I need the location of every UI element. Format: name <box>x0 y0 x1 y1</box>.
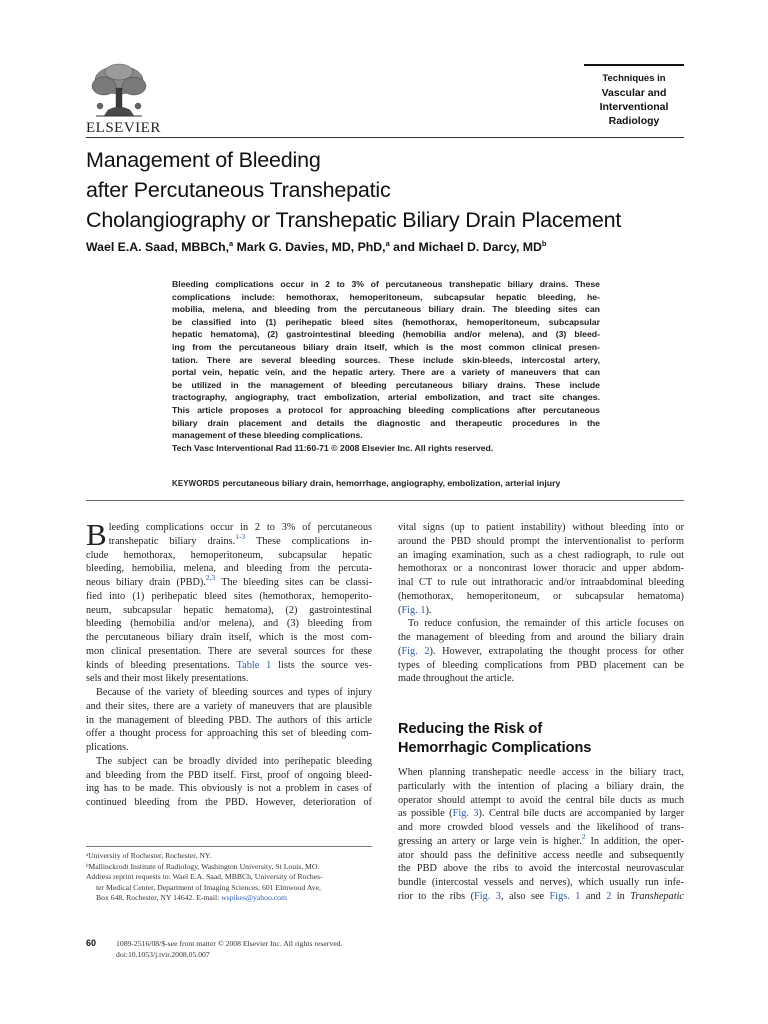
tree-emblem-icon <box>86 62 152 120</box>
figure-2-link[interactable]: 2 <box>606 890 612 902</box>
body-line: mon clinical presentation. There are several sources for these <box>86 645 372 657</box>
abstract-line: This article proposes a protocol for approaching bleeding complications after percutaneous <box>172 404 600 415</box>
body-line <box>86 573 372 590</box>
body-line: (Fig. 2). However, extrapolating the thought process for other <box>398 645 684 657</box>
reprint-address: Address reprint requests to: Wael E.A. Saad, MBBCh, University of Roches- <box>86 872 323 882</box>
abstract-line: management of these bleeding complications. <box>172 430 363 441</box>
abstract-line: Bleeding complications occur in 2 to 3% of percutaneous transhepatic biliary drains. These <box>172 279 600 289</box>
article-title <box>86 145 706 235</box>
body-line: To reduce confusion, the remainder of this article focuses on <box>408 618 684 630</box>
body-line: leeding complications occur in 2 to 3% of percutaneous <box>108 522 372 533</box>
body-line: clude hemothorax, hemoperitoneum, subcapsular hepatic <box>86 549 372 561</box>
body-line: made throughout the article. <box>398 673 515 685</box>
section-body <box>398 766 684 904</box>
email-link[interactable]: wspikes@yahoo.com <box>221 893 287 903</box>
publisher-logo <box>86 62 161 137</box>
body-line: bundle (intercostal vessels and nerves), which usually run infe- <box>398 877 684 888</box>
body-line: continued bleeding from the PBD. However, deterioration of <box>86 797 372 808</box>
abstract-line: tractography, angiography, tract embolization, arterial embolization, and tract site changes. <box>172 392 600 403</box>
body-line <box>398 831 684 849</box>
body-text: lists the source ves- <box>271 659 372 671</box>
body-line: vital signs (up to patient instability) without bleeding into or <box>398 522 684 533</box>
doi-line: doi:10.1053/j.tvir.2008.05.007 <box>116 950 210 959</box>
body-line: and bleeding from the PBD itself. First, proof of ongoing bleed- <box>86 769 372 781</box>
body-text: The bleeding sites can be classi- <box>215 577 372 588</box>
body-line: ator should pass the definitive access needle and subsequently <box>398 849 684 861</box>
body-line: The subject can be broadly divided into perihepatic bleeding <box>96 755 372 767</box>
body-line: bleeding, hemobilia, melena, and bleeding from the percuta- <box>86 563 372 575</box>
abstract-line: hepatic hematoma), (2) gastrointestinal bleeding (hemobilia and/or melena), and (3) bleed- <box>172 329 600 340</box>
body-text: as possible ( <box>398 808 453 820</box>
body-line: and their sites, there are a variety of maneuvers that are plausible <box>86 700 372 712</box>
footnote-divider <box>86 846 372 847</box>
left-column <box>86 517 372 810</box>
body-line: hemothorax or a noncontrast lower thoracic and upper abdom- <box>398 563 684 575</box>
body-line: particularly with the intention of placing a biliary drain, the <box>398 780 684 792</box>
body-line: ing has to be made. This obviously is not a problem in cases of <box>86 783 372 795</box>
body-line: fied into (1) perihepatic bleed sites (hemothorax, hemoperito- <box>86 590 372 602</box>
citation-ref[interactable]: 2,3 <box>205 573 216 582</box>
body-text: transhepatic biliary drains. <box>108 535 236 547</box>
body-text: ). Central bile ducts are accompanied by larger <box>478 808 684 820</box>
title-line-1: Management of Bleeding <box>86 148 321 172</box>
body-line <box>398 807 684 821</box>
keywords-text: percutaneous biliary drain, hemorrhage, angiography, embolization, arterial injury <box>222 478 561 488</box>
body-line: (Fig. 1). <box>398 604 432 616</box>
body-text: kinds of bleeding presentations. <box>86 659 237 671</box>
journal-line-3: Radiology <box>608 115 660 127</box>
body-line: the PBD above the ribs to avoid the intercostal neurovascular <box>398 863 684 875</box>
journal-line-0: Techniques in <box>602 73 666 84</box>
body-text: ). However, extrapolating the thought process for other <box>429 645 684 657</box>
affiliation-a: ᵃUniversity of Rochester, Rochester, NY. <box>86 851 212 860</box>
body-line: the percutaneous biliary drain itself, which is the most com- <box>86 632 372 643</box>
body-line: (hemothorax, hemoperitoneum, or subcapsular hematoma) <box>398 590 684 602</box>
title-line-3: Cholangiography or Transhepatic Biliary Drain Placement <box>86 208 622 232</box>
abstract-line: mobilia, melena, and bleeding from the percutaneous biliary drain. The bleeding sites can <box>172 304 600 315</box>
citation-ref[interactable]: 1-3 <box>235 531 246 541</box>
author-3-affil: b <box>541 239 547 248</box>
author-1-affil: a <box>229 239 234 248</box>
body-text-italic: Transhepatic <box>630 890 684 902</box>
body-line: operator should attempt to avoid the central bile ducts as much <box>398 794 684 806</box>
keywords-label: KEYWORDS <box>172 479 220 488</box>
table-1-link[interactable]: Table 1 <box>236 659 272 671</box>
body-text: neous biliary drain (PBD). <box>86 577 206 588</box>
body-line: and more crowded blood vessels and the likelihood of trans- <box>398 822 684 833</box>
section-heading-line-1: Reducing the Risk of <box>398 721 543 737</box>
body-line: in the management of bleeding PBD. The authors of this article <box>86 714 372 726</box>
copyright-footer <box>116 938 342 960</box>
abstract-line: complications include: hemothorax, hemoperitoneum, subcapsular hepatic bleeding, he- <box>172 291 600 302</box>
header-divider <box>86 137 684 138</box>
footnotes <box>86 851 386 904</box>
body-line: plications. <box>86 742 129 753</box>
page-number: 60 <box>86 938 97 948</box>
right-column <box>398 521 684 686</box>
author-3: and Michael D. Darcy, MD <box>389 240 542 254</box>
issn-line: 1089-2516/08/$-see front matter © 2008 Elsevier Inc. All rights reserved. <box>116 939 343 948</box>
body-line <box>398 890 684 904</box>
body-text: gressing an artery or large vein is higher. <box>398 835 582 847</box>
body-line: around the PBD should prompt the interventionalist to perform <box>398 535 684 547</box>
abstract-divider <box>86 500 684 501</box>
section-heading <box>398 720 684 758</box>
author-list <box>86 240 706 254</box>
body-line: sels and their most likely presentations. <box>86 673 249 685</box>
abstract-line: be classified into (1) perihepatic bleed sites (hemothorax, hemoperitoneum, subcapsular <box>172 316 600 327</box>
drop-cap: B <box>86 517 107 552</box>
section-heading-line-2: Hemorrhagic Complications <box>398 740 592 756</box>
publisher-name: ELSEVIER <box>86 120 161 136</box>
body-text: ). <box>425 604 432 616</box>
body-text: rior to the ribs ( <box>398 890 475 902</box>
body-text: in <box>611 890 631 902</box>
body-line: types of bleeding complications from PBD placement can be <box>398 659 684 671</box>
body-line: When planning transhepatic needle access in the biliary tract, <box>398 767 684 778</box>
title-line-2: after Percutaneous Transhepatic <box>86 178 391 202</box>
abstract <box>172 278 600 454</box>
body-line: the management of bleeding from and around the biliary drain <box>398 632 684 643</box>
body-line <box>86 659 372 673</box>
abstract-line: tation. There are several bleeding sources. These include skin-bleeds, intercostal artery, <box>172 354 600 365</box>
citation-ref[interactable]: 2 <box>581 831 586 841</box>
body-text: and <box>580 890 607 902</box>
body-line: neum, subcapsular hepatic hematoma), (2) gastrointestinal <box>86 604 372 616</box>
figure-2-link[interactable]: Fig. 2 <box>401 645 430 657</box>
author-2-affil: a <box>385 239 390 248</box>
reprint-address-text: Box 648, Rochester, NY 14642. E-mail: <box>96 893 222 903</box>
abstract-line: biliary drain placement and details the diagnostic and therapeutic procedures in the <box>172 417 600 428</box>
reprint-address <box>86 893 386 904</box>
keywords <box>172 478 600 488</box>
reprint-address: ter Medical Center, Department of Imaging Sciences, 601 Elmwood Ave, <box>96 882 321 892</box>
body-line: Because of the variety of bleeding sources and types of injury <box>96 687 372 698</box>
abstract-line: portal vein, hepatic vein, and the hepatic artery. There are a variety of maneuvers that can <box>172 367 600 378</box>
figures-1-link[interactable]: Figs. 1 <box>549 890 581 902</box>
abstract-line: ing from the percutaneous biliary drain itself, which is the most common clinical presen- <box>172 341 600 352</box>
author-1: Wael E.A. Saad, MBBCh, <box>86 240 230 254</box>
figure-1-link[interactable]: Fig. 1 <box>401 604 426 616</box>
journal-name <box>584 64 684 128</box>
body-line: bleeding (hemobilia and/or melena), and (3) bleeding from <box>86 618 372 630</box>
body-line: offer a thought process for approaching this set of bleeding com- <box>86 728 372 740</box>
body-text: These complications in- <box>245 535 372 547</box>
body-text: , also see <box>500 890 550 902</box>
body-text: In addition, the oper- <box>585 835 684 847</box>
body-line: inal CT to rule out intrathoracic and/or intraabdominal bleeding <box>398 577 684 588</box>
journal-line-2: Interventional <box>599 101 669 113</box>
figure-3-link[interactable]: Fig. 3 <box>474 890 501 902</box>
journal-line-1: Vascular and <box>601 87 667 99</box>
author-2: Mark G. Davies, MD, PhD, <box>233 240 386 254</box>
body-line <box>86 531 372 549</box>
abstract-citation: Tech Vasc Interventional Rad 11:60-71 © 2008 Elsevier Inc. All rights reserved. <box>172 442 494 453</box>
abstract-line: be utilized in the management of bleeding percutaneous biliary drains. These include <box>172 379 600 390</box>
body-line: an imaging examination, such as a chest radiograph, to rule out <box>398 549 684 561</box>
figure-3-link[interactable]: Fig. 3 <box>452 808 479 820</box>
affiliation-b: ᵇMallinckrodt Institute of Radiology, Washington University, St Louis, MO. <box>86 861 320 871</box>
